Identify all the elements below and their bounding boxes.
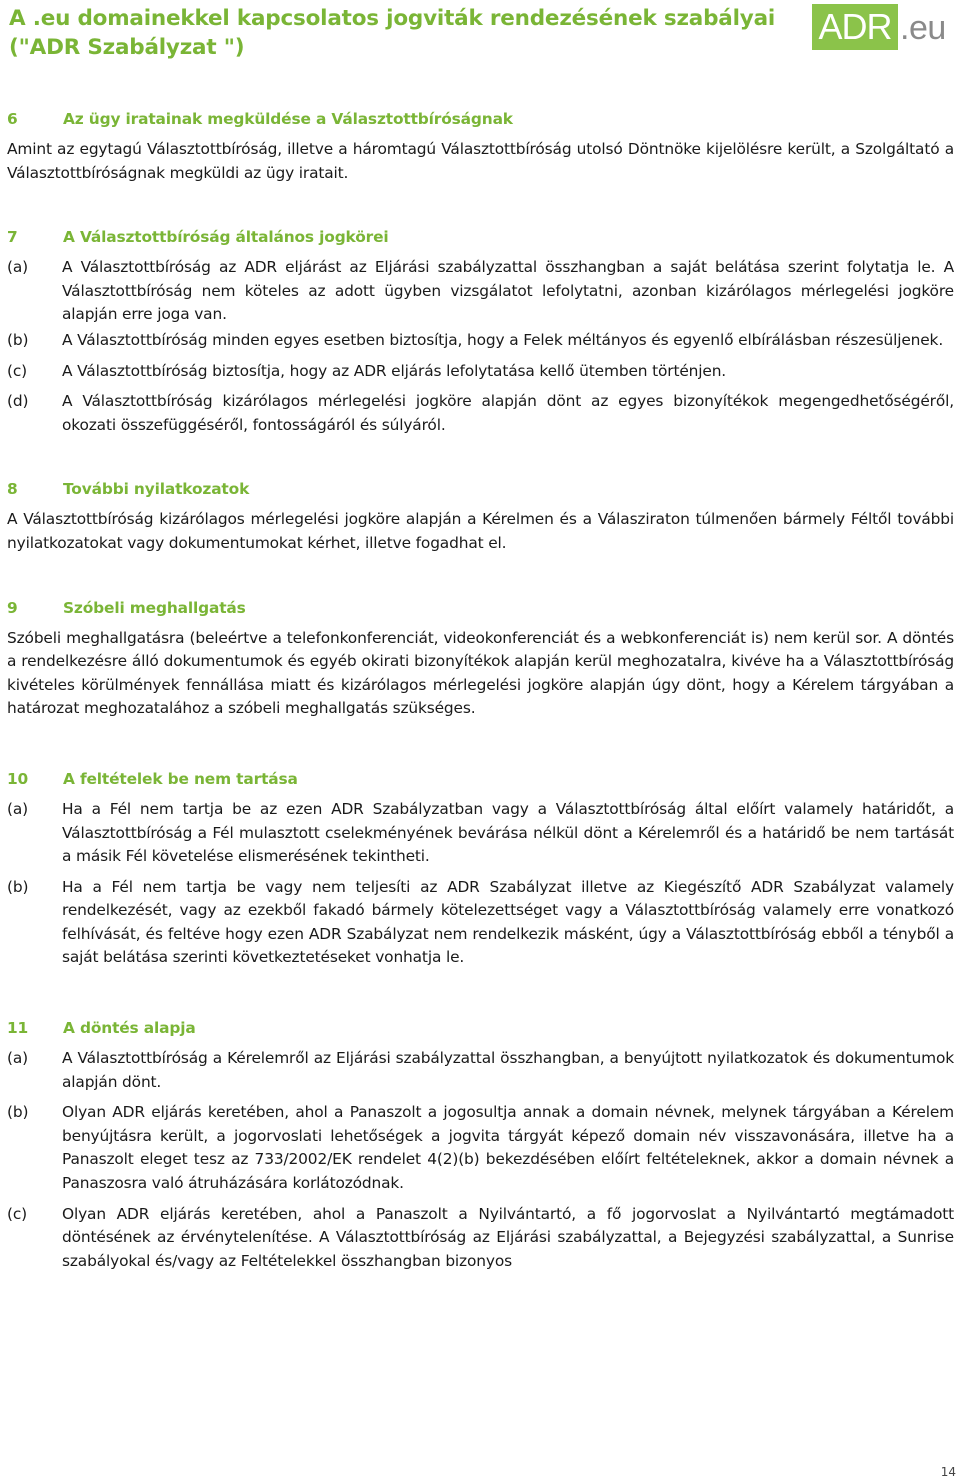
section-heading	[7, 107, 954, 131]
item-text: Olyan ADR eljárás keretében, ahol a Panaszolt a jogosultja annak a domain névnek, melynek tárgyában a Kérelem benyújtásra került, a jogorvoslati lehetőségek a jogvita tárgyát képező domain név visszavonására, illetve ha a Panaszolt eleget tesz az 733/2002/EK rendelet 4(2)(b) bekezdésében előírt feltételeknek, akkor a domain névnek a Panaszosra való átruházására korlátozódnak.	[62, 1103, 954, 1193]
section-number: 6	[7, 110, 18, 128]
section-paragraph: Szóbeli meghallgatásra (beleértve a telefonkonferenciát, videokonferenciát és a webkonferenciát is) nem kerül sor. A döntés a rendelkezésre álló dokumentumok és egyéb okirati bizonyítékok alapján kerül meghozatalra, kivéve ha a Választottbíróság kivételes körülmények fennállása miatt és kizárólagos mérlegelési jogköre alapján úgy dönt, hogy a Kérelem tárgyában a határozat meghozatalához a szóbeli meghallgatás szükséges.	[7, 628, 954, 718]
item-text: A Választottbíróság kizárólagos mérlegelési jogköre alapján dönt az egyes bizonyítékok megengedhetőségéről, okozati összefüggéséről, fontosságáról és súlyáról.	[62, 392, 954, 434]
list-item	[7, 256, 954, 327]
list-item	[7, 1047, 954, 1094]
item-label: (a)	[7, 258, 28, 277]
section-heading	[7, 477, 954, 501]
item-text: A Választottbíróság minden egyes esetben biztosítja, hogy a Felek méltányos és egyenlő elbírálásban részesüljenek.	[62, 330, 944, 349]
section-number: 7	[7, 228, 18, 247]
section-number: 11	[7, 1019, 29, 1038]
item-text: A Választottbíróság az ADR eljárást az Eljárási szabályzattal összhangban a saját belátása szerint folytatja le. A Választottbíróság nem köteles az adott ügyben vizsgálatot lefolytatni, azonban kizárólagos mérlegelési jogköre alapján erre joga van.	[62, 258, 954, 324]
logo-eu-text: .eu	[900, 9, 946, 47]
item-label: (b)	[7, 1103, 29, 1122]
list-item	[7, 876, 954, 970]
section-title: További nyilatkozatok	[63, 480, 250, 499]
section-title: A Választottbíróság általános jogkörei	[63, 228, 389, 247]
section-heading	[7, 225, 954, 249]
document-body	[7, 107, 954, 1280]
page-number: 14	[940, 1465, 956, 1479]
list-item	[7, 329, 954, 353]
item-label: (d)	[7, 392, 29, 411]
item-label: (c)	[7, 1204, 28, 1223]
section-heading	[7, 1016, 954, 1040]
list-item	[7, 390, 954, 437]
list-item	[7, 360, 954, 384]
section-paragraph: A Választottbíróság kizárólagos mérlegelési jogköre alapján a Kérelmen és a Válasziraton túlmenően bármely Féltől további nyilatkozatokat vagy dokumentumokat kérhet, illetve fogadhat el.	[7, 510, 954, 552]
item-label: (b)	[7, 330, 29, 349]
item-label: (c)	[7, 361, 28, 380]
item-text: Ha a Fél nem tartja be vagy nem teljesíti az ADR Szabályzat illetve az Kiegészítő ADR Szabályzat valamely rendelkezését, vagy az ezekből fakadó bármely kötelezettséget vagy a Választottbíróság valamely erre vonatkozó felhívását, és feltéve hogy ezen ADR Szabályzat nem rendelkezik másként, úgy a Választottbíróság ebből a tényből a saját belátása szerinti következtetéseket vonhatja le.	[62, 877, 954, 967]
item-label: (b)	[7, 877, 29, 896]
section-number: 9	[7, 598, 18, 617]
logo-adr-block: ADR	[812, 4, 898, 50]
section-title: A feltételek be nem tartása	[63, 769, 298, 788]
item-label: (a)	[7, 1049, 28, 1068]
document-title: A .eu domainekkel kapcsolatos jogviták rendezésének szabályai ("ADR Szabályzat ")	[9, 6, 776, 60]
list-item	[7, 1101, 954, 1195]
section-number: 10	[7, 769, 29, 788]
item-text: A Választottbíróság a Kérelemről az Eljárási szabályzattal összhangban, a benyújtott nyilatkozatok és dokumentumok alapján dönt.	[62, 1049, 954, 1091]
section-6	[7, 107, 954, 185]
section-title: Az ügy iratainak megküldése a Választottbíróságnak	[63, 110, 513, 128]
section-9	[7, 596, 954, 721]
section-heading	[7, 596, 954, 620]
section-10	[7, 767, 954, 970]
section-title: Szóbeli meghallgatás	[63, 598, 246, 617]
section-paragraph: Amint az egytagú Választottbíróság, illetve a háromtagú Választottbíróság utolsó Döntnöke kijelölésre került, a Szolgáltató a Választottbíróságnak megküldi az ügy iratait.	[7, 140, 954, 182]
list-item	[7, 798, 954, 869]
item-text: A Választottbíróság biztosítja, hogy az ADR eljárás lefolytatása kellő ütemben történjen.	[62, 361, 727, 380]
adr-eu-logo	[812, 4, 956, 50]
section-heading	[7, 767, 954, 791]
section-7	[7, 225, 954, 437]
list-item	[7, 1203, 954, 1274]
section-number: 8	[7, 480, 18, 499]
section-11	[7, 1016, 954, 1273]
section-title: A döntés alapja	[63, 1019, 196, 1038]
item-text: Olyan ADR eljárás keretében, ahol a Panaszolt a Nyilvántartó, a fő jogorvoslat a Nyilvántartó megtámadott döntésének az érvénytelenítése. A Választottbíróság az Eljárási szabályzattal, a Bejegyzési szabályzattal, a Sunrise szabályokal és/vagy az Feltételekkel összhangban bizonyos	[62, 1204, 954, 1270]
section-8	[7, 477, 954, 555]
item-label: (a)	[7, 799, 28, 818]
item-text: Ha a Fél nem tartja be az ezen ADR Szabályzatban vagy a Választottbíróság által előírt valamely határidőt, a Választottbíróság a Fél mulasztott cselekményének bevárása nélkül dönt a Kérelemről és a határidő be nem tartását a másik Fél követelése elismerésének tekintheti.	[62, 799, 954, 866]
